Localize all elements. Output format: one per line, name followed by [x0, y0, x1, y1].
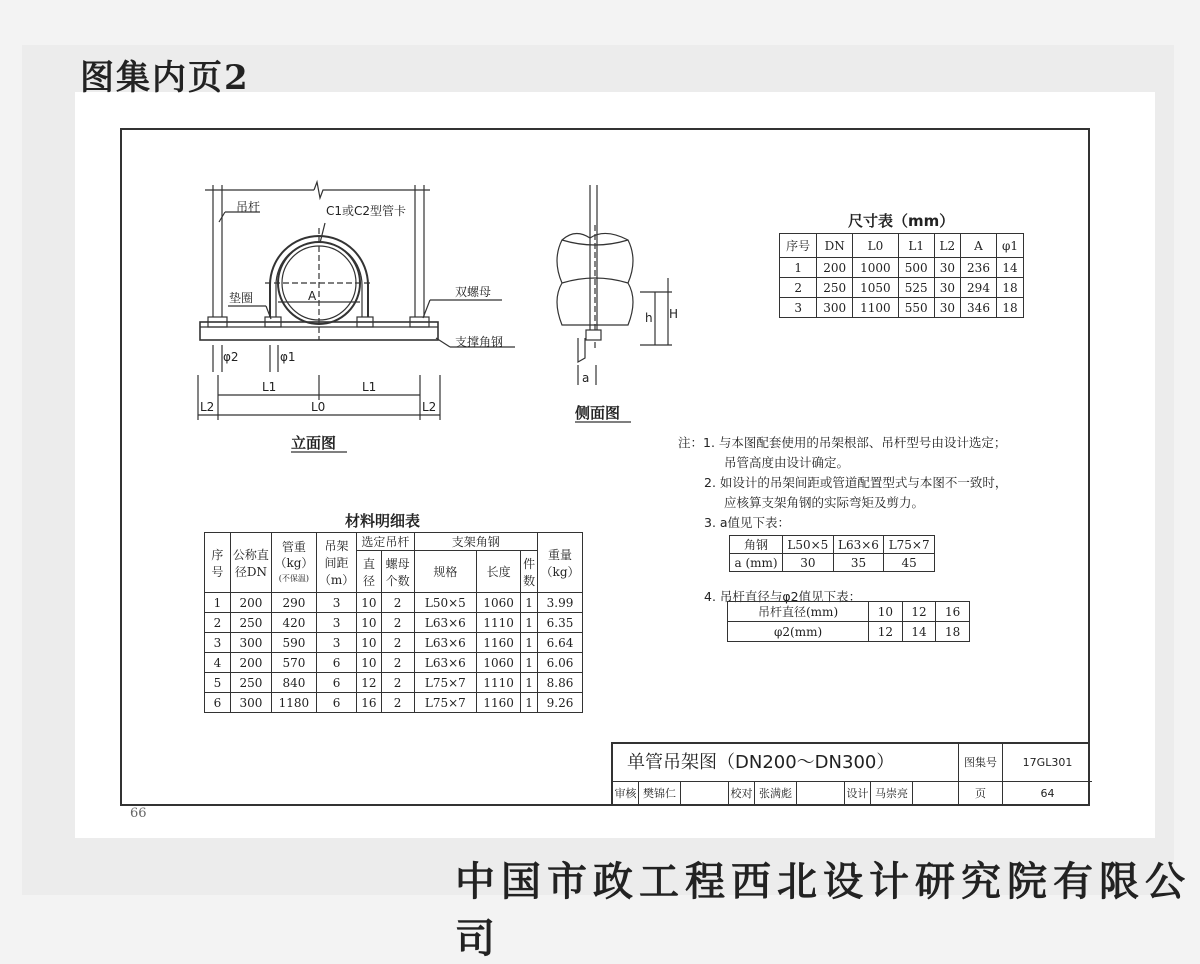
rod-phi2-table: [727, 601, 970, 642]
rod-label: 吊杆: [236, 200, 261, 214]
size-table-header: L2: [934, 234, 960, 258]
table-row: [205, 653, 583, 673]
table-cell: 角钢: [730, 536, 783, 554]
dim-A: A: [308, 289, 317, 303]
table-cell: 3: [780, 298, 817, 318]
table-cell: 3: [316, 613, 356, 633]
table-cell: 3: [316, 633, 356, 653]
table-row: [205, 593, 583, 613]
table-cell: 4: [205, 653, 231, 673]
check-label: 校对: [729, 782, 755, 806]
review-label: 审核: [613, 782, 639, 806]
note-3: 3. a值见下表：: [704, 515, 791, 530]
table-cell: 290: [271, 593, 316, 613]
size-table-header: L0: [853, 234, 899, 258]
table-cell: 294: [961, 278, 997, 298]
table-row: [728, 602, 970, 622]
table-cell: 1000: [853, 258, 899, 278]
table-cell: 1110: [477, 613, 521, 633]
dim-h: h: [645, 311, 653, 325]
table-cell: 300: [230, 633, 271, 653]
col-mass: 重量（kg）: [538, 533, 583, 593]
title-block: [611, 742, 1090, 806]
table-cell: L50×5: [783, 536, 834, 554]
table-cell: 12: [869, 622, 903, 642]
dim-a: a: [582, 371, 590, 385]
table-cell: 45: [884, 554, 935, 572]
dim-phi2: φ2: [223, 350, 239, 364]
note-2a: 2. 如设计的吊架间距或管道配置型式与本图不一致时，: [704, 475, 1008, 490]
table-cell: 200: [230, 653, 271, 673]
angle-steel-label: 支撑角钢: [455, 335, 504, 349]
table-cell: a (mm): [730, 554, 783, 572]
table-row: [205, 613, 583, 633]
table-row: [205, 633, 583, 653]
table-cell: L75×7: [414, 673, 477, 693]
table-cell: 236: [961, 258, 997, 278]
table-cell: 250: [230, 613, 271, 633]
table-cell: 2: [381, 593, 414, 613]
table-cell: 1180: [271, 693, 316, 713]
page-number: 64: [1040, 787, 1055, 800]
clamp-label: C1或C2型管卡: [326, 204, 407, 218]
table-cell: 35: [833, 554, 884, 572]
table-cell: 1060: [477, 593, 521, 613]
note-1a: 1. 与本图配套使用的吊架根部、吊杆型号由设计选定；: [703, 435, 1007, 450]
size-table-header: φ1: [996, 234, 1023, 258]
table-cell: 1: [521, 653, 538, 673]
table-row: [780, 258, 1024, 278]
drawing-title: 单管吊架图（DN200～DN300）: [613, 744, 959, 782]
table-row: [780, 298, 1024, 318]
table-cell: 1110: [477, 673, 521, 693]
dim-L1-left: L1: [262, 380, 277, 394]
table-cell: L63×6: [414, 633, 477, 653]
table-cell: 6.06: [538, 653, 583, 673]
table-cell: 10: [357, 613, 381, 633]
design-label: 设计: [845, 782, 871, 806]
dim-L1-right: L1: [362, 380, 377, 394]
table-cell: 1: [521, 633, 538, 653]
col-weight: [271, 533, 316, 593]
table-cell: 3.99: [538, 593, 583, 613]
dim-phi1: φ1: [280, 350, 296, 364]
checker-name: 张满彪: [755, 782, 797, 806]
table-cell: 16: [936, 602, 970, 622]
table-cell: 6: [316, 653, 356, 673]
col-dn: 公称直径DN: [230, 533, 271, 593]
table-cell: 420: [271, 613, 316, 633]
table-cell: 2: [780, 278, 817, 298]
side-caption: 侧面图: [575, 404, 621, 422]
table-row: [780, 278, 1024, 298]
table-cell: L63×6: [414, 653, 477, 673]
note-2b: 应核算支架角钢的实际弯矩及剪力。: [724, 495, 925, 510]
table-row: [728, 622, 970, 642]
table-cell: 6.64: [538, 633, 583, 653]
material-table: [204, 532, 583, 713]
table-cell: 200: [817, 258, 853, 278]
footer-organization: 中国市政工程西北设计研究院有限公司: [455, 858, 1191, 962]
material-table-title: 材料明细表: [345, 512, 421, 530]
table-cell: 3: [316, 593, 356, 613]
table-cell: L63×6: [414, 613, 477, 633]
table-cell: 1160: [477, 693, 521, 713]
table-cell: 1: [521, 593, 538, 613]
table-cell: 6: [205, 693, 231, 713]
col-rod-nuts: 螺母个数: [381, 551, 414, 593]
table-cell: 6.35: [538, 613, 583, 633]
dim-L2-left: L2: [200, 400, 215, 414]
note-1b: 吊管高度由设计确定。: [724, 455, 850, 470]
table-row: [205, 693, 583, 713]
table-cell: 6: [316, 673, 356, 693]
table-cell: 18: [936, 622, 970, 642]
table-cell: 2: [381, 653, 414, 673]
table-cell: 570: [271, 653, 316, 673]
checker-signature: [797, 782, 845, 806]
table-cell: 10: [869, 602, 903, 622]
table-cell: 9.26: [538, 693, 583, 713]
col-weight-a: 管重: [281, 539, 306, 554]
dim-H: H: [669, 307, 679, 321]
col-spacing: 吊架间距（m）: [316, 533, 356, 593]
table-cell: 吊杆直径(mm): [728, 602, 869, 622]
page-label: 页: [959, 782, 1003, 806]
size-table-title: 尺寸表（mm）: [848, 212, 955, 230]
table-row: [205, 673, 583, 693]
dim-L2-right: L2: [422, 400, 437, 414]
designer-name: 马崇亮: [871, 782, 913, 806]
col-angle-group: 支架角钢: [414, 533, 538, 551]
table-cell: L50×5: [414, 593, 477, 613]
reviewer-name: 樊锦仁: [639, 782, 681, 806]
col-spec: 规格: [414, 551, 477, 593]
designer-signature: [913, 782, 959, 806]
table-cell: 250: [817, 278, 853, 298]
table-cell: 1: [780, 258, 817, 278]
table-cell: 2: [205, 613, 231, 633]
table-cell: 8.86: [538, 673, 583, 693]
col-rod-group: 选定吊杆: [357, 533, 414, 551]
table-cell: 1: [521, 613, 538, 633]
table-row: [730, 536, 935, 554]
size-table-header: L1: [898, 234, 934, 258]
table-cell: 30: [934, 298, 960, 318]
table-cell: 2: [381, 693, 414, 713]
table-cell: 30: [934, 258, 960, 278]
washer-label: 垫圈: [229, 291, 254, 305]
col-count: 件数: [521, 551, 538, 593]
table-cell: 250: [230, 673, 271, 693]
table-cell: 1100: [853, 298, 899, 318]
table-cell: 300: [817, 298, 853, 318]
page-number-left: 66: [130, 806, 147, 821]
table-cell: 1: [521, 673, 538, 693]
table-cell: 18: [996, 298, 1023, 318]
table-cell: 14: [996, 258, 1023, 278]
notes: [678, 433, 1058, 607]
double-nut-label: 双螺母: [455, 285, 492, 299]
size-table: [779, 233, 1024, 318]
table-cell: 550: [898, 298, 934, 318]
table-cell: 10: [357, 653, 381, 673]
table-cell: 6: [316, 693, 356, 713]
table-cell: 10: [357, 633, 381, 653]
table-cell: 525: [898, 278, 934, 298]
size-table-header: A: [961, 234, 997, 258]
header-title: 图集内页2: [80, 58, 250, 98]
table-cell: 1: [205, 593, 231, 613]
atlas-number: 17GL301: [1003, 744, 1092, 782]
a-value-table: [729, 535, 935, 572]
size-table-header: DN: [817, 234, 853, 258]
elevation-caption: 立面图: [291, 434, 337, 452]
col-no: 序号: [205, 533, 231, 593]
table-cell: 346: [961, 298, 997, 318]
dim-L0: L0: [311, 400, 326, 414]
table-cell: 200: [230, 593, 271, 613]
table-cell: 30: [934, 278, 960, 298]
table-cell: 12: [357, 673, 381, 693]
table-cell: 500: [898, 258, 934, 278]
table-cell: 16: [357, 693, 381, 713]
notes-prefix: 注：: [678, 435, 704, 450]
size-table-header: 序号: [780, 234, 817, 258]
table-cell: 30: [783, 554, 834, 572]
col-weight-b: （kg）: [274, 555, 314, 570]
table-cell: 10: [357, 593, 381, 613]
reviewer-signature: [681, 782, 729, 806]
col-weight-c: (不保温): [278, 573, 310, 583]
table-cell: φ2(mm): [728, 622, 869, 642]
table-cell: 2: [381, 633, 414, 653]
table-row: [730, 554, 935, 572]
atlas-label: 图集号: [959, 744, 1003, 782]
col-rod-dia: 直径: [357, 551, 381, 593]
table-cell: 5: [205, 673, 231, 693]
table-cell: 590: [271, 633, 316, 653]
col-length: 长度: [477, 551, 521, 593]
table-cell: 2: [381, 673, 414, 693]
note-4: 4. 吊杆直径与φ2值见下表：: [704, 589, 862, 604]
side-view: [557, 185, 672, 385]
table-cell: 1050: [853, 278, 899, 298]
table-cell: 2: [381, 613, 414, 633]
table-cell: 1060: [477, 653, 521, 673]
table-cell: 840: [271, 673, 316, 693]
table-cell: L75×7: [884, 536, 935, 554]
table-cell: 1: [521, 693, 538, 713]
table-cell: L75×7: [414, 693, 477, 713]
table-cell: 18: [996, 278, 1023, 298]
table-cell: 14: [902, 622, 936, 642]
table-cell: 3: [205, 633, 231, 653]
table-cell: 300: [230, 693, 271, 713]
table-cell: 12: [902, 602, 936, 622]
table-cell: 1160: [477, 633, 521, 653]
table-cell: L63×6: [833, 536, 884, 554]
